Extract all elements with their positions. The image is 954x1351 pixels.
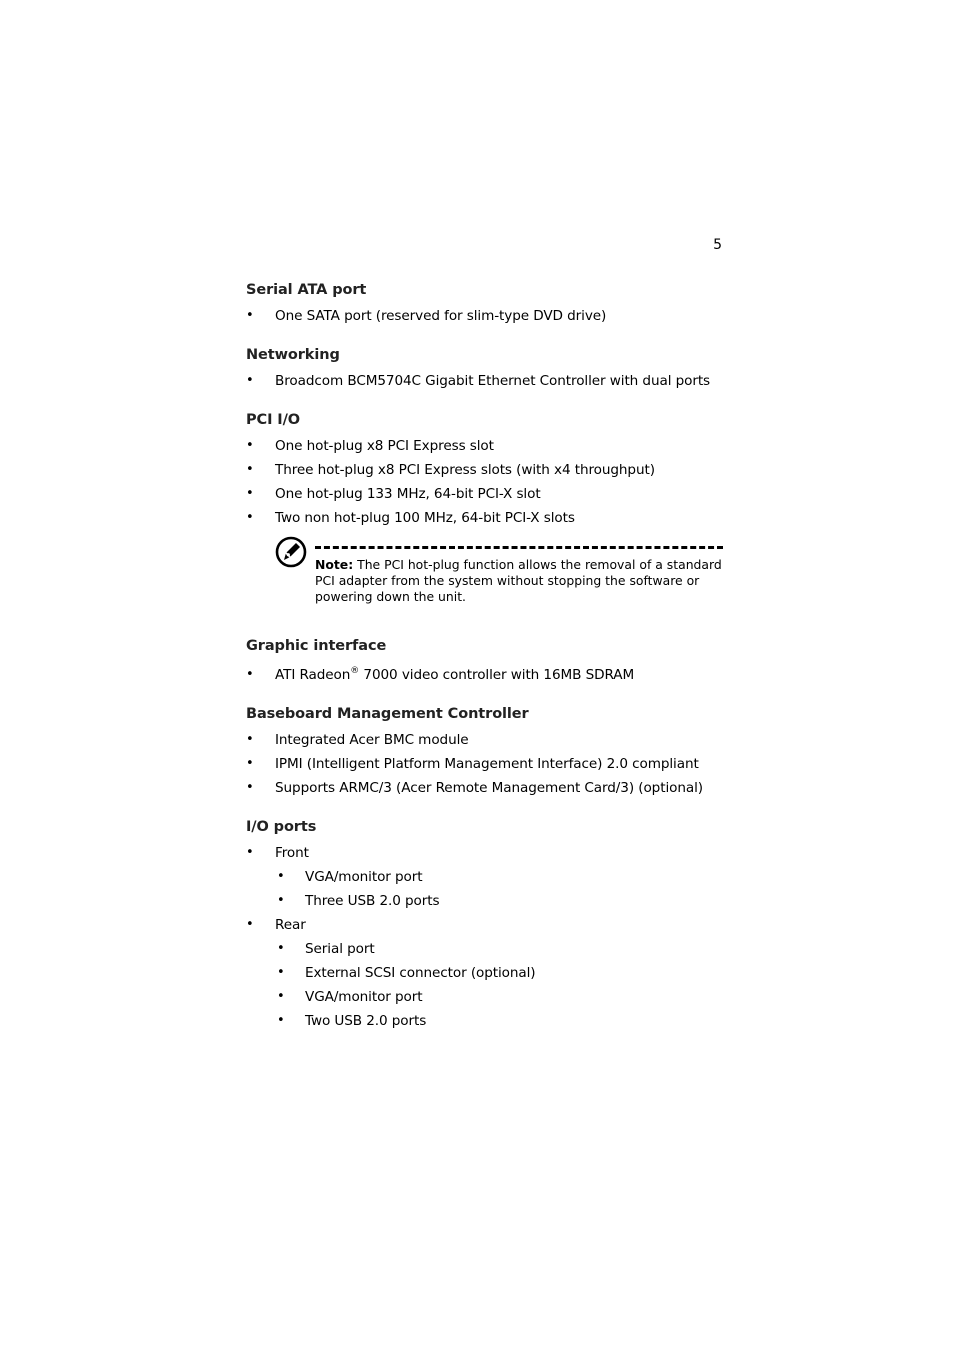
list-item-front: • Front: [246, 841, 726, 865]
page-number: 5: [713, 237, 722, 253]
section-heading: Baseboard Management Controller: [246, 706, 529, 722]
bullet-list: [246, 434, 726, 530]
section-networking: [246, 345, 726, 393]
list-item: • Integrated Acer BMC module: [246, 728, 726, 752]
bullet-list: [246, 304, 726, 328]
sub-list-item: • Two USB 2.0 ports: [246, 1009, 726, 1033]
section-io-ports: [246, 817, 726, 1033]
document-body: [246, 280, 726, 1050]
sub-bullet-list: [246, 865, 726, 913]
section-heading: PCI I/O: [246, 412, 301, 428]
item-text-end: 7000 video controller with 16MB SDRAM: [359, 667, 635, 683]
list-item: • IPMI (Intelligent Platform Management Interface) 2.0 compliant: [246, 752, 726, 776]
bullet-list: [246, 369, 726, 393]
note-body: The PCI hot-plug function allows the removal of a standard PCI adapter from the system without stopping the software or powering down the unit.: [315, 557, 722, 604]
note-text: [315, 557, 725, 605]
note-divider: [315, 546, 723, 549]
list-item: [246, 663, 726, 687]
section-pci-io: [246, 410, 726, 622]
item-text-start: ATI Radeon: [275, 667, 351, 683]
bullet-list: [246, 913, 726, 937]
sub-list-item: • Three USB 2.0 ports: [246, 889, 726, 913]
sub-list-item: • VGA/monitor port: [246, 985, 726, 1009]
section-heading: Serial ATA port: [246, 282, 367, 298]
list-item: • One hot-plug 133 MHz, 64-bit PCI-X slot: [246, 482, 726, 506]
bullet-list: [246, 841, 726, 865]
bullet-list: [246, 728, 726, 800]
sub-list-item: • External SCSI connector (optional): [246, 961, 726, 985]
note-label: Note:: [315, 557, 354, 572]
section-graphic-interface: [246, 636, 726, 687]
list-item: • Two non hot-plug 100 MHz, 64-bit PCI-X slots: [246, 506, 726, 530]
bullet-list: [246, 663, 726, 687]
list-item: • Three hot-plug x8 PCI Express slots (with x4 throughput): [246, 458, 726, 482]
sub-list-item: • Serial port: [246, 937, 726, 961]
list-item-rear: • Rear: [246, 913, 726, 937]
note-box: [275, 536, 726, 622]
registered-mark: ®: [350, 666, 360, 676]
list-item: • One SATA port (reserved for slim-type DVD drive): [246, 304, 726, 328]
sub-list-item: • VGA/monitor port: [246, 865, 726, 889]
section-heading: Networking: [246, 347, 340, 363]
section-heading: Graphic interface: [246, 638, 387, 654]
sub-bullet-list: [246, 937, 726, 1033]
list-item: • One hot-plug x8 PCI Express slot: [246, 434, 726, 458]
section-bmc: [246, 704, 726, 800]
list-item: • Supports ARMC/3 (Acer Remote Management Card/3) (optional): [246, 776, 726, 800]
note-pen-icon: [275, 536, 307, 568]
section-serial-ata: [246, 280, 726, 328]
list-item: • Broadcom BCM5704C Gigabit Ethernet Controller with dual ports: [246, 369, 726, 393]
section-heading: I/O ports: [246, 819, 317, 835]
